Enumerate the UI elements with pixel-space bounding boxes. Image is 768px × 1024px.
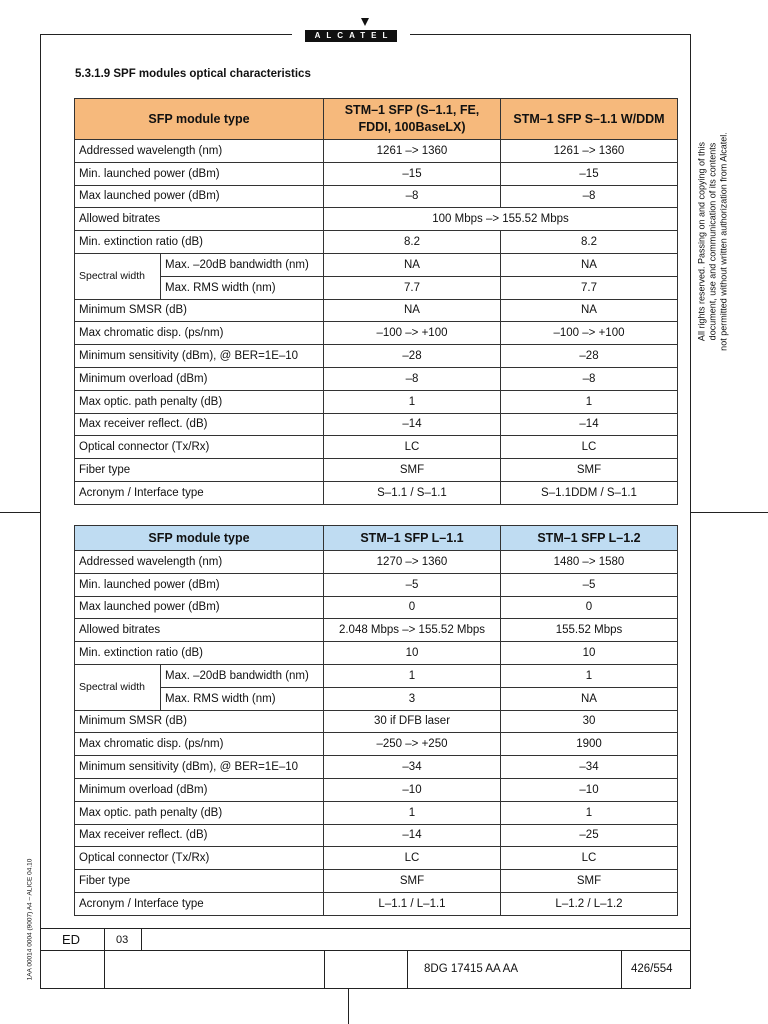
cell-value: S–1.1 / S–1.1 (324, 481, 501, 504)
table-row (75, 413, 678, 436)
footer-divider (621, 950, 622, 989)
cell-value: NA (501, 253, 678, 276)
cell-value: –14 (324, 413, 501, 436)
table-header-row (75, 99, 678, 140)
cell-value: –34 (324, 756, 501, 779)
cell-value: 1 (501, 390, 678, 413)
table-row (75, 642, 678, 665)
table-row (75, 892, 678, 915)
document-number: 8DG 17415 AA AA (424, 963, 518, 975)
cell-value: NA (501, 687, 678, 710)
cell-value: L–1.2 / L–1.2 (501, 892, 678, 915)
cell-value: –8 (501, 185, 678, 208)
cell-value: –15 (324, 162, 501, 185)
row-label: Max chromatic disp. (ps/nm) (75, 733, 324, 756)
footer-mid-line (40, 950, 691, 951)
row-label: Optical connector (Tx/Rx) (75, 847, 324, 870)
row-label: Max receiver reflect. (dB) (75, 413, 324, 436)
page-number: 426/554 (631, 963, 673, 975)
row-label: Min. launched power (dBm) (75, 162, 324, 185)
table-row (75, 162, 678, 185)
row-label: Addressed wavelength (nm) (75, 551, 324, 574)
cell-value: LC (324, 847, 501, 870)
table-row (75, 276, 678, 299)
row-label: Fiber type (75, 870, 324, 893)
cell-value: 7.7 (501, 276, 678, 299)
table-row (75, 870, 678, 893)
table-row (75, 185, 678, 208)
table-row (75, 710, 678, 733)
cell-value: –8 (324, 185, 501, 208)
cell-value: –14 (501, 413, 678, 436)
cell-value: NA (324, 253, 501, 276)
cell-value: –100 –> +100 (324, 322, 501, 345)
cell-value: 30 if DFB laser (324, 710, 501, 733)
row-label: Minimum sensitivity (dBm), @ BER=1E–10 (75, 345, 324, 368)
row-label: Minimum SMSR (dB) (75, 710, 324, 733)
row-label: Allowed bitrates (75, 208, 324, 231)
row-label: Max launched power (dBm) (75, 596, 324, 619)
table-row (75, 459, 678, 482)
footer-divider (407, 950, 408, 989)
table-row (75, 253, 678, 276)
table-row (75, 756, 678, 779)
cell-value: LC (501, 847, 678, 870)
row-group-label: Spectral width (75, 664, 161, 710)
footer-divider (141, 928, 142, 950)
table-row (75, 596, 678, 619)
cell-value: 1270 –> 1360 (324, 551, 501, 574)
cell-value: –34 (501, 756, 678, 779)
header-col-1: STM–1 SFP L–1.1 (324, 526, 501, 551)
footer-divider (104, 928, 105, 989)
cell-value: –10 (324, 778, 501, 801)
logo-marker-icon (361, 18, 369, 26)
cell-value: 10 (324, 642, 501, 665)
cell-value: –5 (324, 573, 501, 596)
edition-label: ED (62, 932, 81, 947)
table-row (75, 733, 678, 756)
table-row (75, 847, 678, 870)
row-label: Minimum overload (dBm) (75, 778, 324, 801)
cell-value: –28 (324, 345, 501, 368)
row-label: Minimum SMSR (dB) (75, 299, 324, 322)
cell-value: 8.2 (324, 231, 501, 254)
cell-value: 1 (324, 664, 501, 687)
cell-value: –100 –> +100 (501, 322, 678, 345)
header-module-type: SFP module type (75, 99, 324, 140)
row-group-label: Spectral width (75, 253, 161, 299)
row-label: Optical connector (Tx/Rx) (75, 436, 324, 459)
alcatel-logo (292, 30, 410, 42)
table-row (75, 208, 678, 231)
cell-value: –8 (324, 367, 501, 390)
cell-value: 0 (324, 596, 501, 619)
edition-value: 03 (116, 934, 129, 946)
row-label: Acronym / Interface type (75, 481, 324, 504)
form-code-text: 1AA 00014 0004 (9007) A4 – ALICE 04.10 (26, 858, 34, 981)
copyright-line: document, use and communication of its contents (707, 142, 718, 341)
optical-table-long-haul (74, 525, 678, 916)
copyright-line: All rights reserved. Passing on and copying of this (696, 141, 707, 342)
row-label: Max chromatic disp. (ps/nm) (75, 322, 324, 345)
binding-mark (348, 989, 349, 1024)
table-row (75, 551, 678, 574)
cell-value: 8.2 (501, 231, 678, 254)
cell-value: NA (501, 299, 678, 322)
row-label: Max optic. path penalty (dB) (75, 801, 324, 824)
table-row (75, 664, 678, 687)
row-label: Acronym / Interface type (75, 892, 324, 915)
cell-value: –10 (501, 778, 678, 801)
table-row (75, 573, 678, 596)
row-label: Min. extinction ratio (dB) (75, 642, 324, 665)
table-row (75, 778, 678, 801)
cell-value: –25 (501, 824, 678, 847)
table-row (75, 322, 678, 345)
cell-value: SMF (501, 459, 678, 482)
table-row (75, 801, 678, 824)
cell-value: 1480 –> 1580 (501, 551, 678, 574)
footer-divider (324, 950, 325, 989)
table-row (75, 824, 678, 847)
row-label: Minimum overload (dBm) (75, 367, 324, 390)
cell-value: 1 (501, 801, 678, 824)
cell-value: –5 (501, 573, 678, 596)
margin-tick-right (691, 512, 768, 513)
cell-value: LC (324, 436, 501, 459)
row-label: Allowed bitrates (75, 619, 324, 642)
cell-value: 2.048 Mbps –> 155.52 Mbps (324, 619, 501, 642)
copyright-line: not permitted without written authorization from Alcatel. (718, 132, 729, 351)
cell-value: –15 (501, 162, 678, 185)
row-label: Addressed wavelength (nm) (75, 140, 324, 163)
cell-value: NA (324, 299, 501, 322)
table-row (75, 481, 678, 504)
cell-value: LC (501, 436, 678, 459)
row-label: Min. launched power (dBm) (75, 573, 324, 596)
row-label: Max. RMS width (nm) (161, 276, 324, 299)
cell-value: 7.7 (324, 276, 501, 299)
row-label: Max receiver reflect. (dB) (75, 824, 324, 847)
cell-value: 155.52 Mbps (501, 619, 678, 642)
table-row (75, 687, 678, 710)
table-row (75, 390, 678, 413)
margin-tick-left (0, 512, 40, 513)
table-row (75, 436, 678, 459)
header-module-type: SFP module type (75, 526, 324, 551)
header-col-1: STM–1 SFP (S–1.1, FE, FDDI, 100BaseLX) (324, 99, 501, 140)
cell-value: SMF (501, 870, 678, 893)
cell-value: –14 (324, 824, 501, 847)
table-row (75, 299, 678, 322)
cell-value: 30 (501, 710, 678, 733)
cell-value: 10 (501, 642, 678, 665)
optical-table-short-haul (74, 98, 678, 505)
row-label: Minimum sensitivity (dBm), @ BER=1E–10 (75, 756, 324, 779)
cell-value: 1 (324, 801, 501, 824)
row-label: Max. –20dB bandwidth (nm) (161, 253, 324, 276)
cell-value: 3 (324, 687, 501, 710)
table-row (75, 231, 678, 254)
cell-value: 1 (324, 390, 501, 413)
footer-top-line (40, 928, 691, 929)
cell-value: 1261 –> 1360 (501, 140, 678, 163)
table-row (75, 345, 678, 368)
cell-value: 1900 (501, 733, 678, 756)
table-header-row (75, 526, 678, 551)
cell-value: 0 (501, 596, 678, 619)
header-col-2: STM–1 SFP S–1.1 W/DDM (501, 99, 678, 140)
cell-value: 100 Mbps –> 155.52 Mbps (324, 208, 678, 231)
section-title: 5.3.1.9 SPF modules optical characteristics (75, 68, 311, 80)
row-label: Max. –20dB bandwidth (nm) (161, 664, 324, 687)
cell-value: 1 (501, 664, 678, 687)
cell-value: –8 (501, 367, 678, 390)
row-label: Max launched power (dBm) (75, 185, 324, 208)
cell-value: 1261 –> 1360 (324, 140, 501, 163)
cell-value: SMF (324, 459, 501, 482)
cell-value: –28 (501, 345, 678, 368)
cell-value: S–1.1DDM / S–1.1 (501, 481, 678, 504)
row-label: Min. extinction ratio (dB) (75, 231, 324, 254)
cell-value: SMF (324, 870, 501, 893)
row-label: Max. RMS width (nm) (161, 687, 324, 710)
header-col-2: STM–1 SFP L–1.2 (501, 526, 678, 551)
table-row (75, 140, 678, 163)
cell-value: –250 –> +250 (324, 733, 501, 756)
row-label: Max optic. path penalty (dB) (75, 390, 324, 413)
table-row (75, 367, 678, 390)
cell-value: L–1.1 / L–1.1 (324, 892, 501, 915)
row-label: Fiber type (75, 459, 324, 482)
logo-text: ALCATEL (305, 30, 398, 42)
table-row (75, 619, 678, 642)
